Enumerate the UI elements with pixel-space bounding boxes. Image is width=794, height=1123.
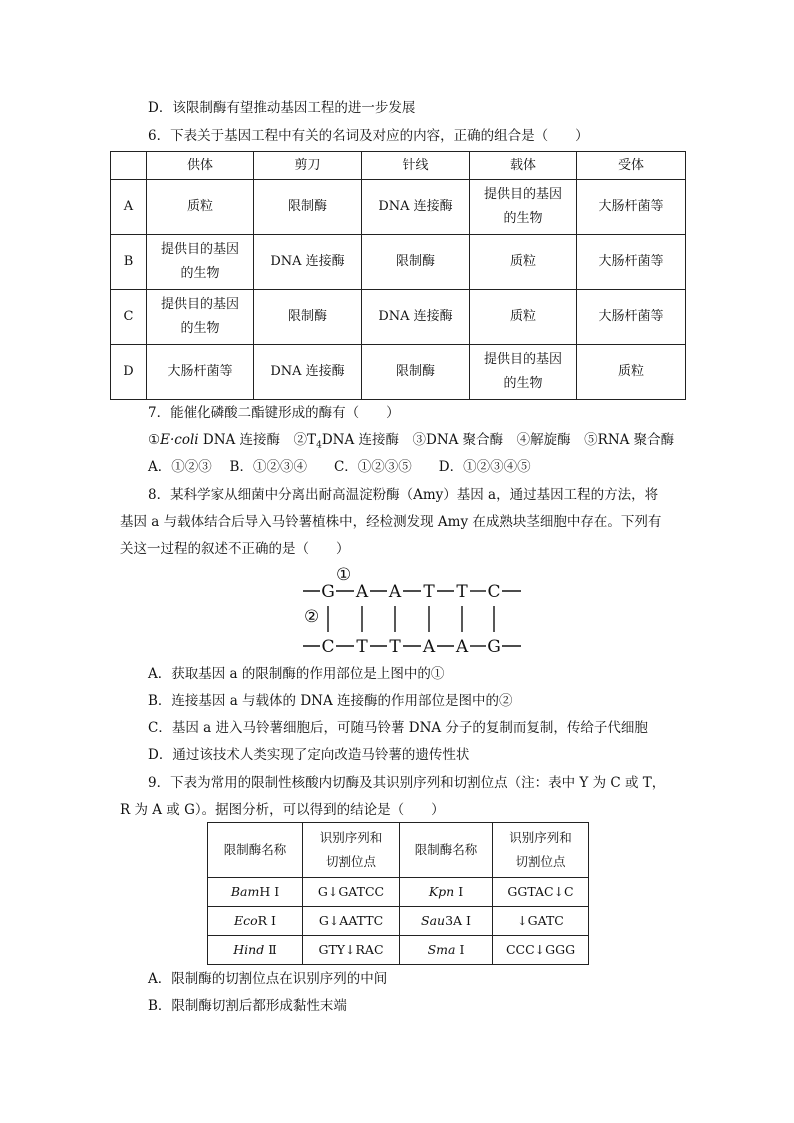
cut-site: CCC↓GGG (493, 936, 589, 965)
q6-table (110, 151, 686, 400)
top-strand-base: T (456, 582, 468, 602)
bottom-strand-base: A (422, 637, 436, 657)
table-cell: DNA 连接酶 (362, 290, 470, 345)
table-cell: 限制酶 (254, 180, 362, 235)
table-cell: 提供目的基因 的生物 (147, 235, 254, 290)
q9-header-cell: 识别序列和 切割位点 (303, 823, 400, 878)
q8-stem-line3: 关这一过程的叙述不正确的是（ ） (120, 541, 350, 557)
q6-header-cell: 剪刀 (254, 152, 362, 180)
cut-site: G↓AATTC (303, 907, 400, 936)
table-cell: 提供目的基因 的生物 (470, 180, 577, 235)
row-label: A (111, 180, 147, 235)
row-label: C (111, 290, 147, 345)
q6-header-cell: 供体 (147, 152, 254, 180)
table-row (208, 936, 589, 965)
q6-header-row (111, 152, 686, 180)
marker-2: ② (304, 607, 320, 627)
cut-site: ↓GATC (493, 907, 589, 936)
q6-header-cell: 载体 (470, 152, 577, 180)
bottom-strand-base: T (389, 637, 401, 657)
table-cell: 提供目的基因 的生物 (470, 345, 577, 400)
bottom-strand-base: A (455, 637, 469, 657)
q8-option-c: C．基因 a 进入马铃薯细胞后，可随马铃薯 DNA 分子的复制而复制，传给子代细胞 (148, 720, 648, 736)
table-cell: DNA 连接酶 (362, 180, 470, 235)
table-row (111, 180, 686, 235)
table-row (208, 878, 589, 907)
top-strand-base: G (321, 582, 335, 602)
row-label: D (111, 345, 147, 400)
table-cell: DNA 连接酶 (254, 345, 362, 400)
dna-diagram (295, 562, 530, 657)
table-cell: 质粒 (147, 180, 254, 235)
q7-stem: 7．能催化磷酸二酯键形成的酶有（ ） (148, 405, 400, 421)
table-cell: 质粒 (577, 345, 686, 400)
table-cell: 质粒 (470, 235, 577, 290)
q9-header-cell: 限制酶名称 (400, 823, 493, 878)
table-cell: 提供目的基因 的生物 (147, 290, 254, 345)
q9-option-a: A．限制酶的切割位点在识别序列的中间 (148, 971, 388, 987)
table-cell: 大肠杆菌等 (577, 290, 686, 345)
q8-option-d: D．通过该技术人类实现了定向改造马铃薯的遗传性状 (148, 747, 470, 763)
table-cell: 限制酶 (254, 290, 362, 345)
q5-option-d: D．该限制酶有望推动基因工程的进一步发展 (148, 100, 416, 116)
top-strand-base: C (487, 582, 501, 602)
enzyme-name: Kpn Ⅰ (400, 878, 493, 907)
q7-options: A．①②③ B．①②③④ C．①②③⑤ D．①②③④⑤ (148, 459, 531, 475)
bottom-strand-base: T (356, 637, 368, 657)
q6-header-cell: 针线 (362, 152, 470, 180)
q6-stem: 6．下表关于基因工程中有关的名词及对应的内容，正确的组合是（ ） (148, 128, 589, 144)
q8-stem-line1: 8．某科学家从细菌中分离出耐高温淀粉酶（Amy）基因 a，通过基因工程的方法，将 (148, 487, 659, 503)
table-cell: 限制酶 (362, 235, 470, 290)
q9-option-b: B．限制酶切割后都形成黏性末端 (148, 998, 347, 1014)
q7-items: ①E·coli DNA 连接酶 $②T_4DNA$ 连接酶 ③DNA 聚合酶 ④解旋酶 ⑤RNA 聚合酶 (148, 432, 675, 451)
table-cell: 限制酶 (362, 345, 470, 400)
q9-header-row (208, 823, 589, 878)
q8-option-a: A．获取基因 a 的限制酶的作用部位是上图中的① (148, 666, 445, 682)
q9-header-cell: 识别序列和 切割位点 (493, 823, 589, 878)
table-cell: 大肠杆菌等 (577, 180, 686, 235)
bottom-strand (303, 637, 521, 657)
marker-1: ① (336, 565, 352, 585)
table-cell: DNA 连接酶 (254, 235, 362, 290)
enzyme-name: EcoR Ⅰ (208, 907, 303, 936)
q9-header-cell: 限制酶名称 (208, 823, 303, 878)
cut-site: GTY↓RAC (303, 936, 400, 965)
top-strand-base: T (423, 582, 435, 602)
top-strand (303, 582, 521, 602)
enzyme-name: Sau3A Ⅰ (400, 907, 493, 936)
enzyme-name: Sma Ⅰ (400, 936, 493, 965)
table-cell: 质粒 (470, 290, 577, 345)
table-row (111, 235, 686, 290)
bottom-strand-base: C (321, 637, 335, 657)
q6-header-cell: 受体 (577, 152, 686, 180)
bottom-strand-base: G (487, 637, 501, 657)
q6-header-cell (111, 152, 147, 180)
enzyme-name: BamH Ⅰ (208, 878, 303, 907)
q8-stem-line2: 基因 a 与载体结合后导入马铃薯植株中，经检测发现 Amy 在成熟块茎细胞中存在。下列有 (120, 514, 662, 530)
table-cell: 大肠杆菌等 (147, 345, 254, 400)
row-label: B (111, 235, 147, 290)
table-row (111, 345, 686, 400)
top-strand-base: A (355, 582, 369, 602)
cut-site: G↓GATCC (303, 878, 400, 907)
q9-table (207, 822, 589, 965)
q9-stem-line2: R 为 A 或 G）。据图分析，可以得到的结论是（ ） (120, 802, 445, 818)
hydrogen-bonds (328, 606, 494, 632)
cut-site: GGTAC↓C (493, 878, 589, 907)
top-strand-base: A (388, 582, 402, 602)
table-row (111, 290, 686, 345)
table-row (208, 907, 589, 936)
table-cell: 大肠杆菌等 (577, 235, 686, 290)
q8-option-b: B．连接基因 a 与载体的 DNA 连接酶的作用部位是图中的② (148, 693, 513, 709)
q9-stem-line1: 9．下表为常用的限制性核酸内切酶及其识别序列和切割位点（注：表中 Y 为 C 或 T， (148, 775, 666, 791)
enzyme-name: Hind Ⅱ (208, 936, 303, 965)
